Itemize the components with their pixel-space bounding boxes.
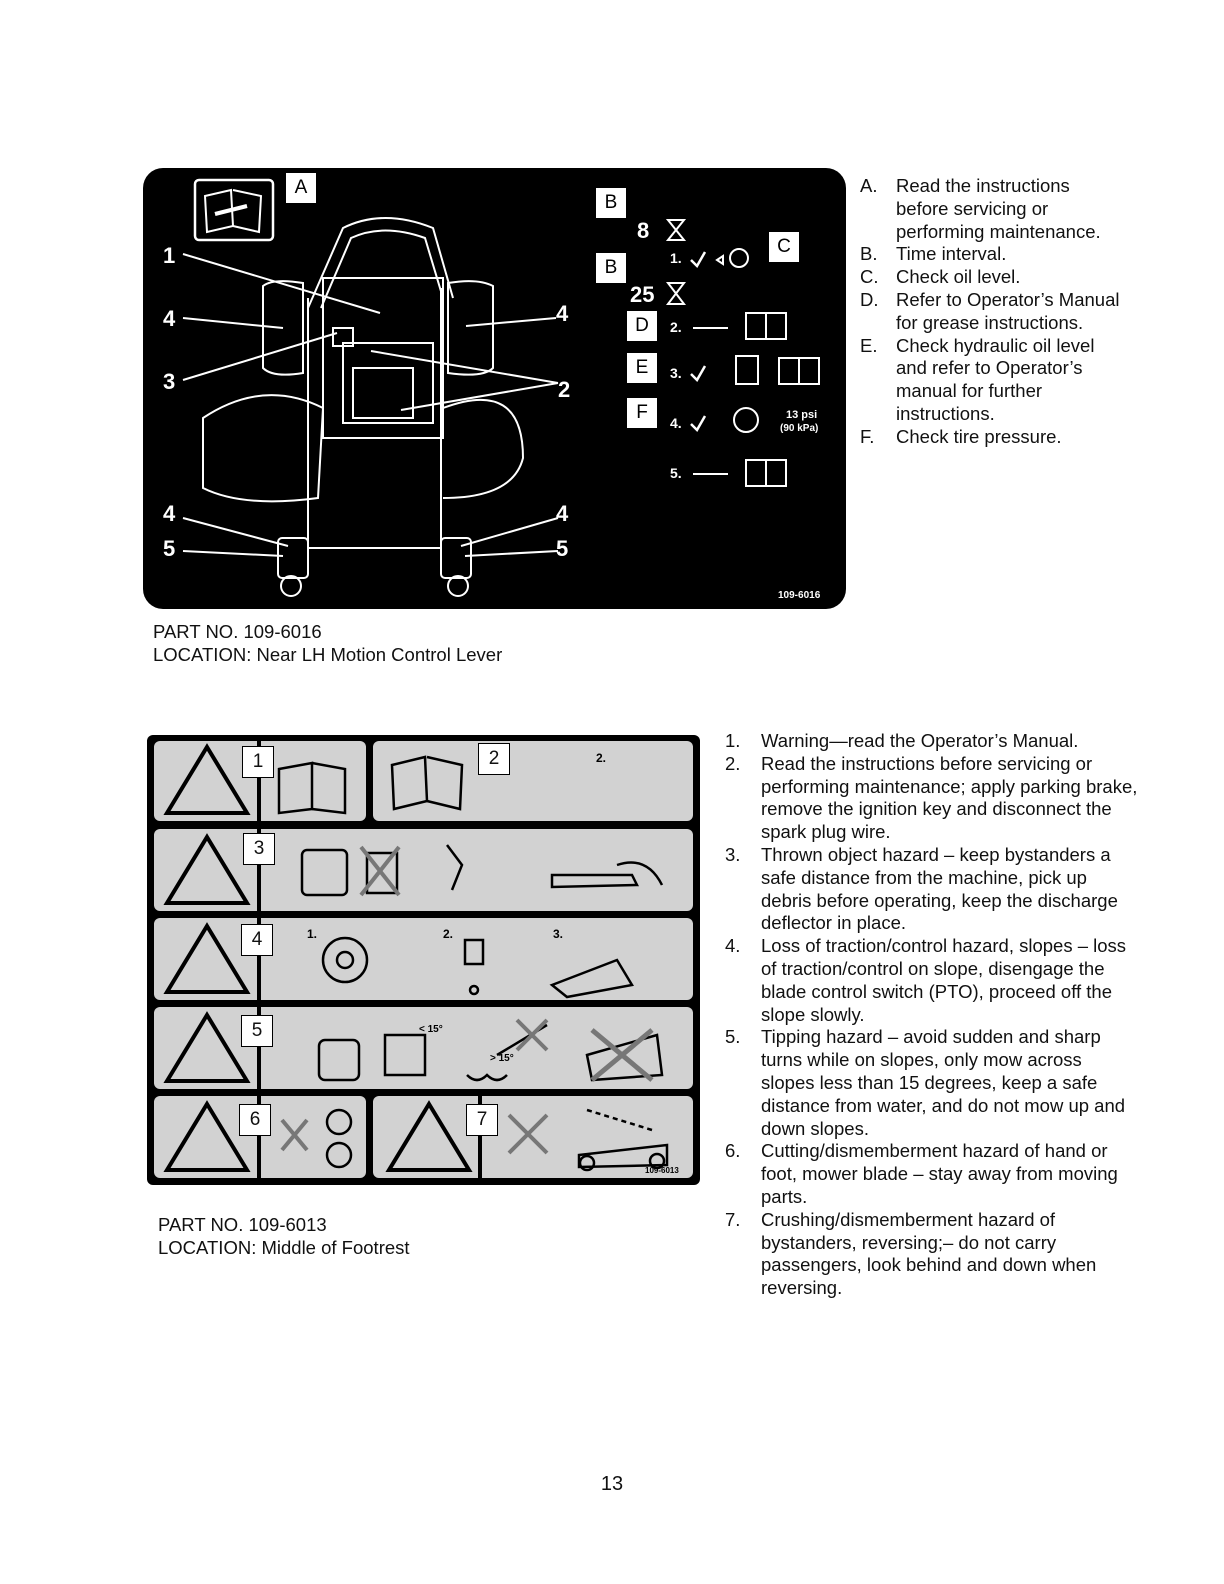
diagram-number: 4 [556,301,569,326]
diagram-number: 5 [163,536,176,561]
page-number: 13 [600,1473,624,1495]
safety-pictograms [147,735,700,1185]
legend-item: 2. Read the instructions before servicing or performing maintenance; apply parking brake, remove the ignition key and disconnect the spark plug wire. [725,752,1138,843]
callout-b: B [595,252,627,284]
diagram-number: 4 [556,501,569,526]
callout-e: E [626,352,658,384]
step-2: 2. [670,319,682,335]
mower-service-diagram [143,168,846,609]
diagram-number: 4 [163,501,176,526]
step-3: 3. [670,365,682,381]
legend-item: 5. Tipping hazard – avoid sudden and sharp turns while on slopes, only mow across slopes less than 15 degrees, keep a safe distance from water, and do not mow up and down slopes. [725,1026,1126,1139]
step-4: 4. [670,415,682,431]
hazard-number: 7 [466,1104,498,1136]
legend-item: E. Check hydraulic oil level and refer to Operator’s manual for further instructions. [860,334,1095,424]
pressure-psi: 13 psi [786,409,818,421]
legend-item: 7. Crushing/dismemberment hazard of bystanders, reversing;– do not carry passengers, look behind and down when reversing. [725,1208,1097,1299]
hazard-number: 1 [242,746,274,778]
interval-8: 8 [637,218,650,243]
decal-109-6013 [147,735,700,1185]
callout-d: D [626,310,658,342]
decal2-part-no: PART NO. 109-6013 [158,1214,327,1235]
hazard-number: 5 [241,1015,273,1047]
diagram-number: 5 [556,536,569,561]
interval-25: 25 [630,282,655,307]
legend-item: A. Read the instructions before servicing or performing maintenance. [860,175,1101,242]
angle-label: > 15° [490,1053,514,1064]
decal-code: 109-6016 [778,590,821,601]
legend-item: C. Check oil level. [860,266,1021,288]
decal2-legend [725,730,1140,1300]
legend-item: F. Check tire pressure. [860,425,1062,447]
decal-code: 109-6013 [645,1166,679,1175]
sub-step: 2. [443,927,454,941]
legend-item: 4. Loss of traction/control hazard, slopes – loss of traction/control on slope, disengage the blade control switch (PTO), proceed off the slope slowly. [725,935,1127,1025]
step-5: 5. [670,465,682,481]
angle-label: < 15° [419,1024,443,1035]
legend-item: D. Refer to Operator’s Manual for grease instructions. [860,288,1120,333]
hazard-number: 6 [239,1104,271,1136]
hazard-number: 2 [478,743,510,775]
callout-f: F [626,397,658,429]
hazard-number: 3 [243,833,275,865]
callout-b: B [595,187,627,219]
legend-item: 1. Warning—read the Operator’s Manual. [725,730,1079,751]
decal2-location: LOCATION: Middle of Footrest [158,1237,410,1258]
decal1-legend [860,175,1120,449]
sub-step: 3. [553,927,564,941]
legend-item: B. Time interval. [860,243,1007,265]
callout-c: C [768,231,800,263]
diagram-number: 3 [163,369,176,394]
legend-item: 6. Cutting/dismemberment hazard of hand or foot, mower blade – stay away from moving parts. [725,1140,1118,1207]
callout-a: A [285,172,317,204]
hazard-number: 4 [241,924,273,956]
diagram-number: 1 [163,243,176,268]
decal1-location: LOCATION: Near LH Motion Control Lever [153,644,503,665]
sub-step: 1. [307,927,318,941]
decal1-part-no: PART NO. 109-6016 [153,621,322,642]
step-1: 1. [670,250,682,266]
pressure-kpa: (90 kPa) [780,423,819,434]
legend-item: 3. Thrown object hazard – keep bystanders a safe distance from the machine, pick up debris before operating, keep the discharge deflector in place. [725,843,1118,934]
sub-step: 2. [596,751,607,765]
diagram-number: 4 [163,306,176,331]
decal-109-6016 [143,168,846,609]
diagram-number: 2 [558,377,571,402]
